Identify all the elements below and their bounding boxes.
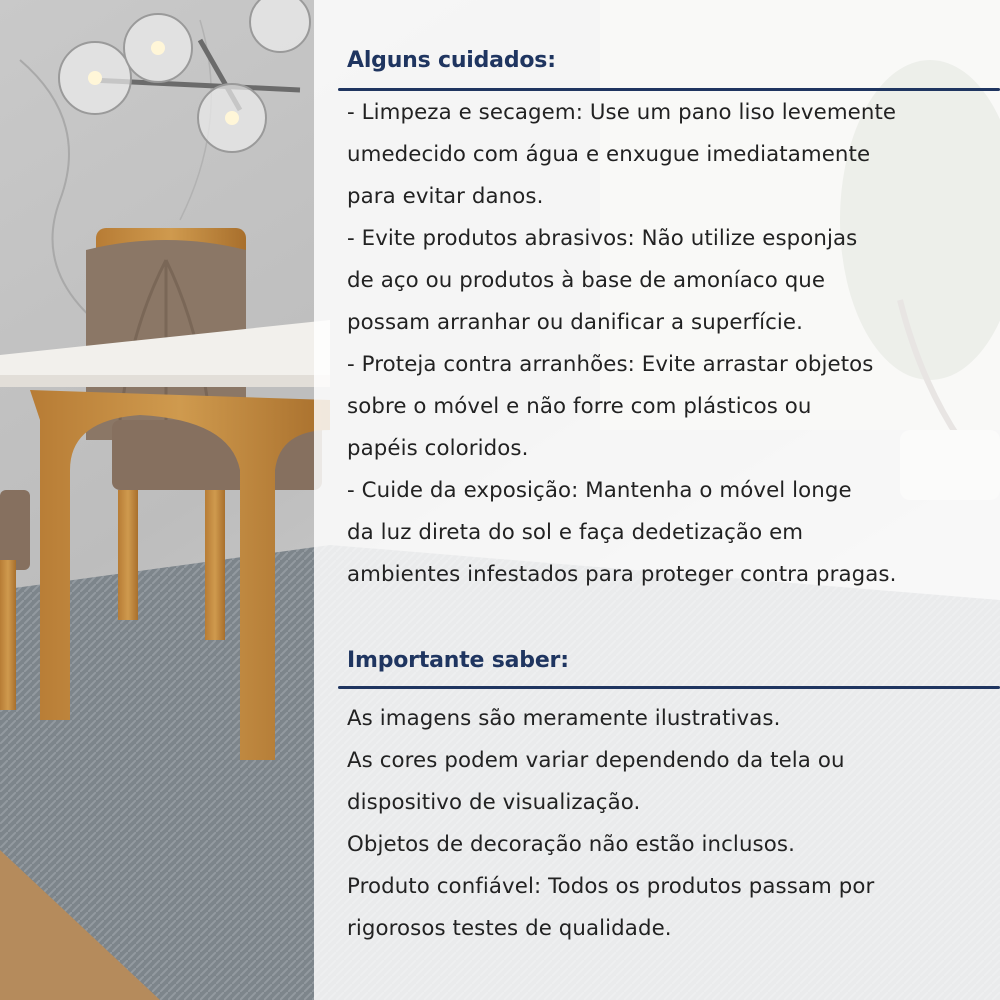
care-line: de aço ou produtos à base de amoníaco que: [347, 268, 826, 293]
care-line: - Proteja contra arranhões: Evite arrastar objetos: [347, 352, 874, 377]
care-line: - Evite produtos abrasivos: Não utilize esponjas: [347, 226, 858, 251]
important-heading-divider: [338, 686, 1000, 689]
care-heading: Alguns cuidados:: [347, 48, 556, 73]
care-line: umedecido com água e enxugue imediatamente: [347, 142, 871, 167]
important-line: rigorosos testes de qualidade.: [347, 916, 672, 941]
care-line: - Cuide da exposição: Mantenha o móvel longe: [347, 478, 852, 503]
important-line: dispositivo de visualização.: [347, 790, 641, 815]
important-line: As imagens são meramente ilustrativas.: [347, 706, 781, 731]
care-line: possam arranhar ou danificar a superfície.: [347, 310, 803, 335]
care-line: ambientes infestados para proteger contra pragas.: [347, 562, 897, 587]
care-line: sobre o móvel e não forre com plásticos ou: [347, 394, 812, 419]
care-heading-divider: [338, 88, 1000, 91]
care-line: para evitar danos.: [347, 184, 544, 209]
care-line: - Limpeza e secagem: Use um pano liso levemente: [347, 100, 897, 125]
care-line: papéis coloridos.: [347, 436, 529, 461]
important-line: As cores podem variar dependendo da tela ou: [347, 748, 845, 773]
important-line: Objetos de decoração não estão inclusos.: [347, 832, 795, 857]
important-heading: Importante saber:: [347, 648, 569, 673]
important-line: Produto confiável: Todos os produtos passam por: [347, 874, 875, 899]
care-line: da luz direta do sol e faça dedetização em: [347, 520, 804, 545]
